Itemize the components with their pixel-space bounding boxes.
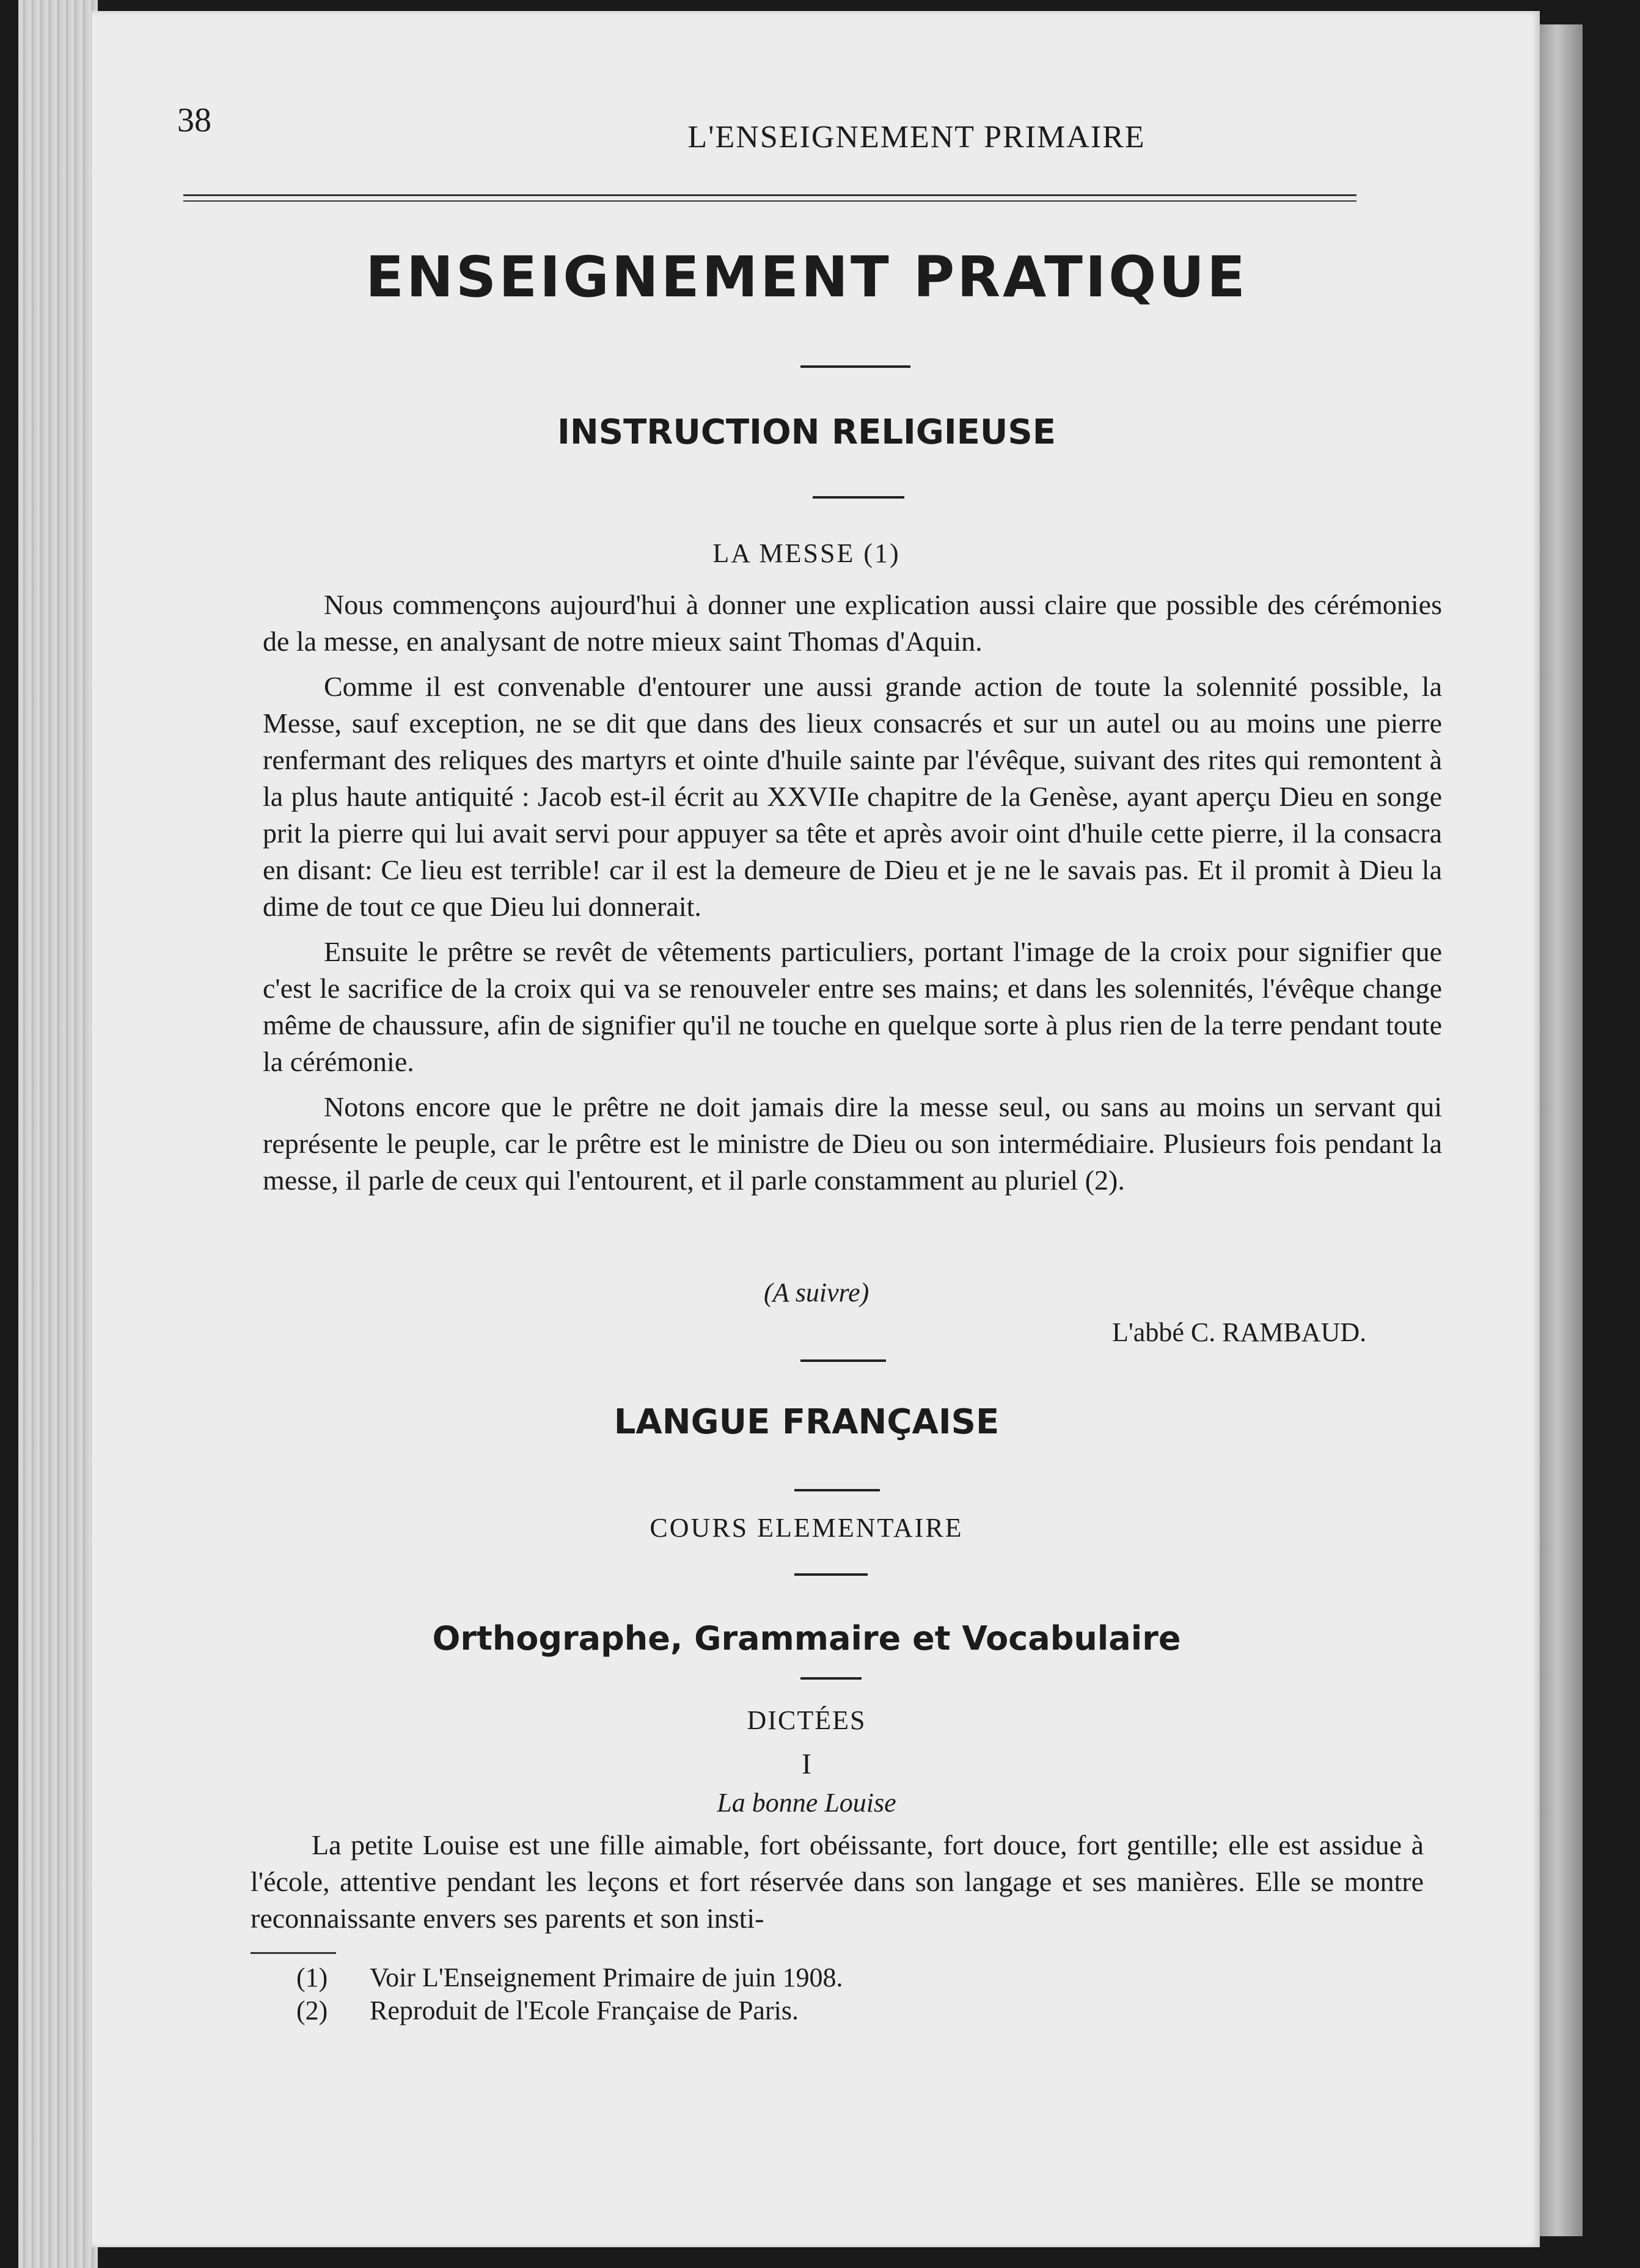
- footnote: [296, 1961, 843, 1994]
- dictation-body: [251, 1827, 1424, 1945]
- divider: [800, 1677, 862, 1680]
- article-title: LA MESSE (1): [712, 538, 901, 568]
- footnote-rule: [251, 1952, 336, 1954]
- paragraph: Comme il est convenable d'entourer une aussi grande action de toute la solennité possible, la Messe, sauf exception, ne se dit que dans des lieux consacrés et sur un autel ou au moins une pierre renfermant des reliques des martyrs et ointe d'huile sainte par l'évêque, suivant des rites qui remontent à la plus haute antiquité : Jacob est-il écrit au XXVIIe chapitre de la Genèse, ayant aperçu Dieu en songe prit la pierre qui lui avait servi pour appuyer sa tête et après avoir oint d'huile cette pierre, il la consacra en disant: Ce lieu est terrible! car il est la demeure de Dieu et je ne le savais pas. Et il promit à Dieu la dime de tout ce que Dieu lui donnerait.: [263, 671, 1442, 922]
- course-level: COURS ELEMENTAIRE: [650, 1513, 964, 1543]
- page-edges: [18, 0, 98, 2268]
- footnote-text: Voir L'Enseignement Primaire de juin 1908.: [370, 1963, 843, 1992]
- main-title: ENSEIGNEMENT PRATIQUE: [365, 244, 1248, 310]
- footnote-number: (1): [296, 1963, 328, 1992]
- article-body: [263, 587, 1442, 1207]
- divider: [800, 1359, 886, 1362]
- section-heading-religion: INSTRUCTION RELIGIEUSE: [557, 412, 1056, 452]
- page-number: 38: [177, 101, 211, 139]
- dictation-title: La bonne Louise: [717, 1788, 896, 1818]
- paragraph: Notons encore que le prêtre ne doit jamais dire la messe seul, ou sans au moins un servant qui représente le peuple, car le prêtre est le ministre de Dieu ou son intermédiaire. Plusieurs fois pendant la messe, il parle de ceux qui l'entourent, et il parle constamment au pluriel (2).: [263, 1091, 1442, 1196]
- divider: [813, 496, 904, 499]
- footnote-text: Reproduit de l'Ecole Française de Paris.: [370, 1995, 799, 2025]
- divider: [800, 365, 910, 368]
- exercise-type: DICTÉES: [747, 1705, 866, 1735]
- subject-title: Orthographe, Grammaire et Vocabulaire: [432, 1619, 1181, 1658]
- continuation-note: (A suivre): [764, 1278, 869, 1308]
- divider: [794, 1573, 868, 1576]
- header-rule-bottom: [183, 200, 1356, 202]
- paragraph: Ensuite le prêtre se revêt de vêtements particuliers, portant l'image de la croix pour signifier que c'est le sacrifice de la croix qui va se renouveler entre ses mains; et dans les solennités, l'évêque change même de chaussure, afin de signifier qu'il ne touche en quelque sorte à plus rien de la terre pendant toute la cérémonie.: [263, 936, 1442, 1077]
- footnote-number: (2): [296, 1995, 328, 2025]
- dictation-number: I: [802, 1748, 811, 1780]
- dictation-text: La petite Louise est une fille aimable, fort obéissante, fort douce, fort gentille; elle est assidue à l'école, attentive pendant les leçons et fort réservée dans son langage et ses manières. Elle se montre reconnaissante envers ses parents et son insti-: [251, 1829, 1424, 1934]
- section-heading-french: LANGUE FRANÇAISE: [613, 1402, 1000, 1442]
- running-title: L'ENSEIGNEMENT PRIMAIRE: [687, 120, 1146, 155]
- footnote: [296, 1994, 843, 2027]
- book-right-edge: [1540, 24, 1583, 2236]
- header-rule-top: [183, 194, 1356, 196]
- author-signature: L'abbé C. RAMBAUD.: [1112, 1317, 1367, 1347]
- divider: [794, 1489, 880, 1491]
- paragraph: Nous commençons aujourd'hui à donner une explication aussi claire que possible des cérémonies de la messe, en analysant de notre mieux saint Thomas d'Aquin.: [263, 589, 1442, 657]
- footnotes: [296, 1961, 843, 2027]
